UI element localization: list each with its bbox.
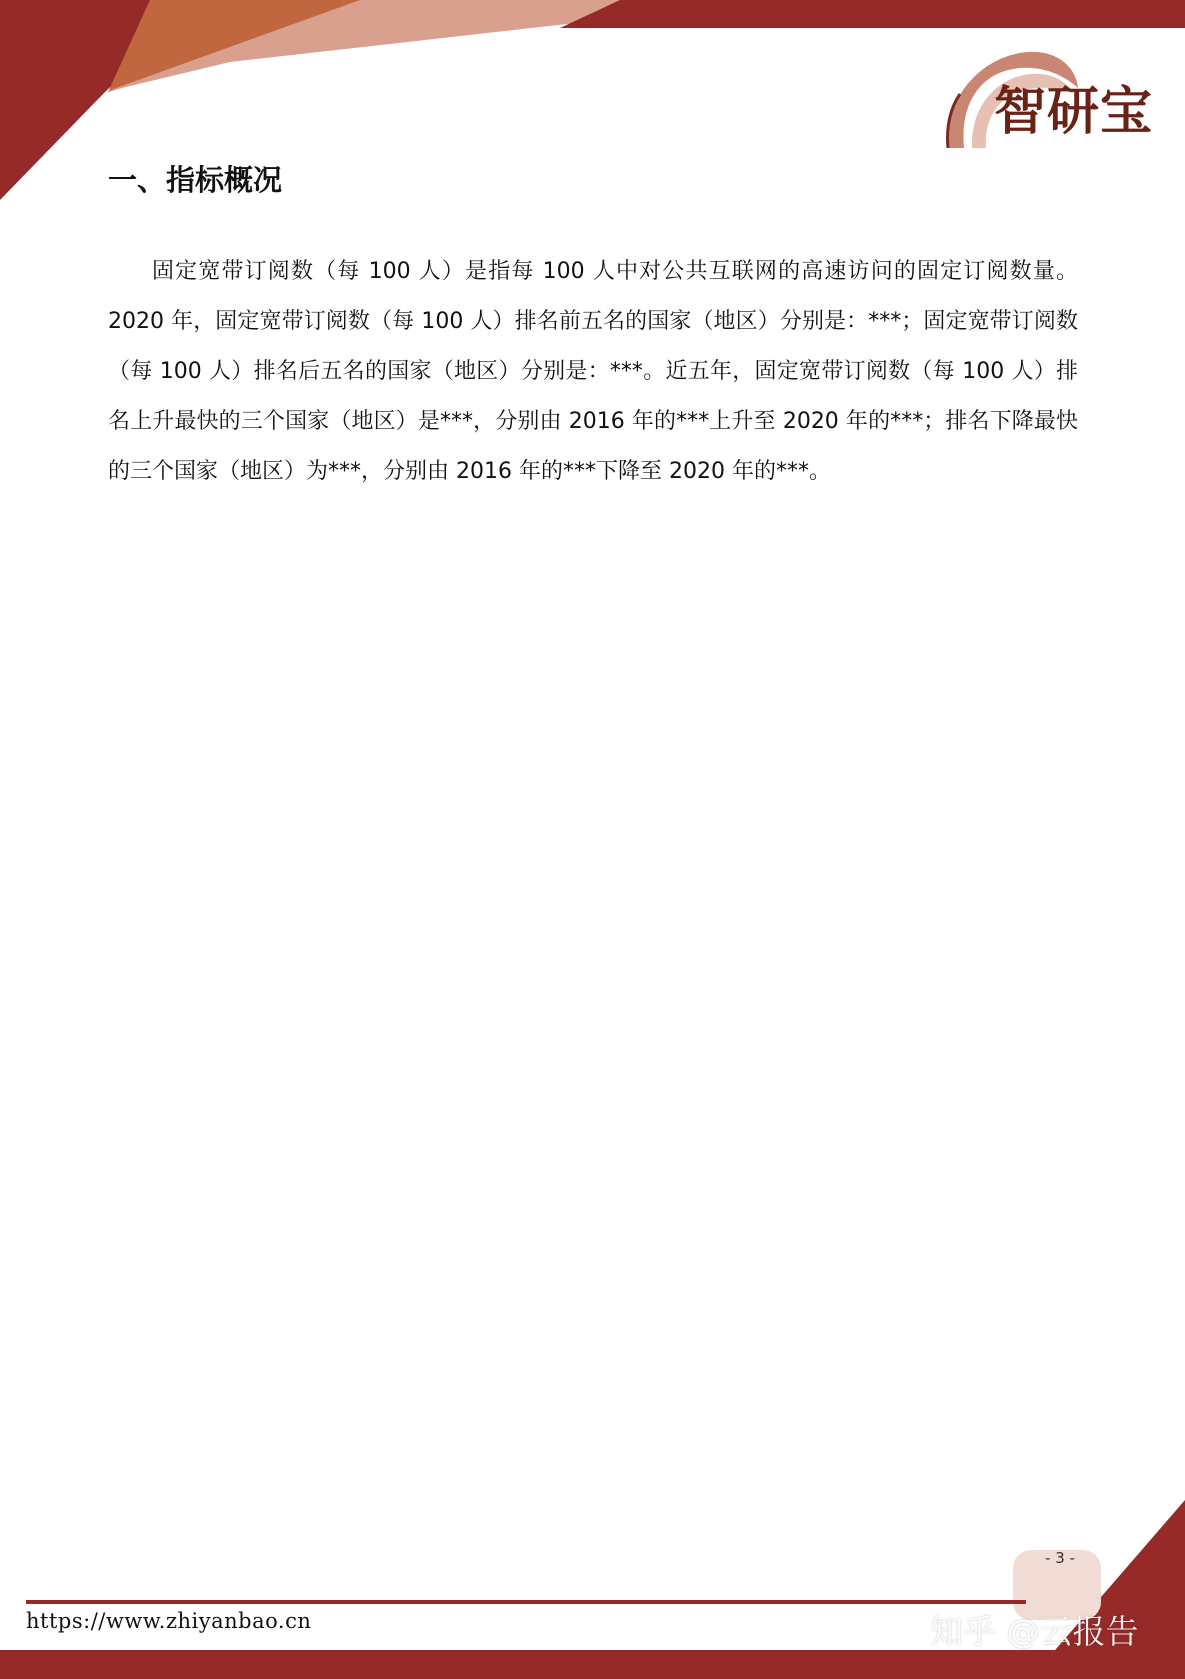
section-heading: 一、指标概况	[108, 163, 283, 197]
bottom-red-band	[0, 1650, 1185, 1679]
watermark-text: 知乎 @云报告	[930, 1612, 1139, 1651]
top-red-bar	[560, 0, 1185, 28]
logo-wordmark: 智研宝	[994, 81, 1154, 142]
page-number: - 3 -	[1045, 1549, 1075, 1567]
body-paragraph: 固定宽带订阅数（每 100 人）是指每 100 人中对公共互联网的高速访问的固定订阅数量。2020 年，固定宽带订阅数（每 100 人）排名前五名的国家（地区）分别是：***；固定宽带订阅数（每 100 人）排名后五名的国家（地区）分别是：***。近五年，固定宽带订阅数（每 100 人）排名上升最快的三个国家（地区）是***，分别由 2016 年的***上升至 2020 年的***；排名下降最快的三个国家（地区）为***，分别由 2016 年的***下降至 2020 年的***。	[108, 259, 1078, 484]
footer-rule	[26, 1600, 1026, 1604]
brand-logo	[936, 48, 1156, 158]
footer-url-link[interactable]: https://www.zhiyanbao.cn	[26, 1609, 312, 1633]
